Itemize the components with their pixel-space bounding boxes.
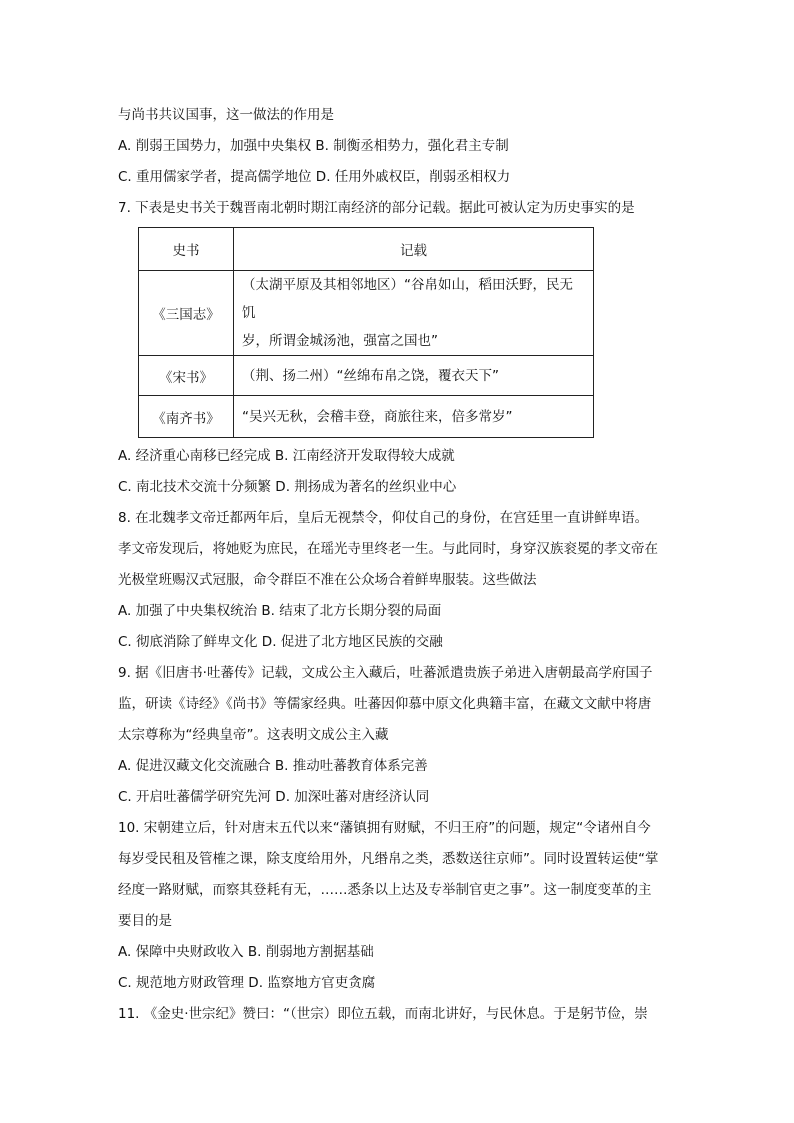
question-9-stem-line: 9. 据《旧唐书·吐蕃传》记载，文成公主入藏后，吐蕃派遣贵族子弟进入唐朝最高学府国子 [118,665,653,681]
question-8-stem-line: 光极堂班赐汉式冠服，命令群臣不准在公众场合着鲜卑服装。这些做法 [118,572,537,588]
q6-option-line-1: A. 削弱王国势力，加强中央集权 B. 制衡丞相势力，强化君主专制 [118,138,509,154]
q8-option-line-1: A. 加强了中央集权统治 B. 结束了北方长期分裂的局面 [118,603,442,619]
q9-option-line-2: C. 开启吐蕃儒学研究先河 D. 加深吐蕃对唐经济认同 [118,789,430,805]
question-9-stem-line: 监，研读《诗经》《尚书》等儒家经典。吐蕃因仰慕中原文化典籍丰富，在藏文文献中将唐 [118,696,652,712]
table-row [139,396,594,438]
q10-option-line-1: A. 保障中央财政收入 B. 削弱地方割据基础 [118,944,374,960]
q7-option-line-1: A. 经济重心南移已经完成 B. 江南经济开发取得较大成就 [118,448,455,464]
table-cell-record [234,356,594,396]
table-header-row [139,228,594,271]
q8-option-line-2: C. 彻底消除了鲜卑文化 D. 促进了北方地区民族的交融 [118,634,443,650]
question-10-stem-line: 10. 宋朝建立后，针对唐末五代以来“藩镇拥有财赋，不归王府”的问题，规定“令诸州自今 [118,820,651,836]
record-line: （荆、扬二州）“丝绵布帛之饶，覆衣天下” [242,367,499,384]
record-line: 岁，所谓金城汤池，强富之国也” [242,333,438,349]
q9-option-line-1: A. 促进汉藏文化交流融合 B. 推动吐蕃教育体系完善 [118,758,428,774]
question-7-stem: 7. 下表是史书关于魏晋南北朝时期江南经济的部分记载。据此可被认定为历史事实的是 [118,200,635,216]
table-row [139,271,594,356]
question-10-stem-line: 经度一路财赋，而察其登耗有无，……悉条以上达及专举制官吏之事”。这一制度变革的主 [118,882,652,898]
q7-option-line-2: C. 南北技术交流十分频繁 D. 荆扬成为著名的丝织业中心 [118,479,457,495]
table-cell-book: 《宋书》 [139,356,234,396]
question-10-stem-line: 要目的是 [118,913,172,929]
question-6-stem-tail: 与尚书共议国事，这一做法的作用是 [118,107,334,123]
table-header-book: 史书 [139,228,234,271]
table-header-record: 记载 [234,228,594,271]
question-8-stem-line: 孝文帝发现后，将她贬为庶民，在瑶光寺里终老一生。与此同时，身穿汉族衮冕的孝文帝在 [118,541,658,557]
table-row [139,356,594,396]
exam-page [118,100,678,1030]
question-9-stem-line: 太宗尊称为“经典皇帝”。这表明文成公主入藏 [118,727,389,743]
question-11-stem-line: 11. 《金史·世宗纪》赞曰：“（世宗）即位五载，而南北讲好，与民休息。于是躬节俭，崇 [118,1006,648,1022]
q10-option-line-2: C. 规范地方财政管理 D. 监察地方官吏贪腐 [118,975,376,991]
table-cell-record [234,396,594,438]
question-8-stem-line: 8. 在北魏孝文帝迁都两年后，皇后无视禁令，仰仗自己的身份，在宫廷里一直讲鲜卑语。 [118,510,649,526]
table-cell-book: 《南齐书》 [139,396,234,438]
record-line: “吴兴无秋，会稽丰登，商旅往来，倍多常岁” [242,408,513,425]
q6-option-line-2: C. 重用儒家学者，提高儒学地位 D. 任用外戚权臣，削弱丞相权力 [118,169,511,185]
table-cell-book: 《三国志》 [139,271,234,356]
question-10-stem-line: 每岁受民租及管榷之课，除支度给用外，凡缗帛之类，悉数送往京师”。同时设置转运使“掌 [118,851,659,867]
record-line: （太湖平原及其相邻地区）“谷帛如山，稻田沃野，民无饥 [242,277,573,321]
table-cell-record [234,271,594,356]
history-records-table [138,227,594,438]
